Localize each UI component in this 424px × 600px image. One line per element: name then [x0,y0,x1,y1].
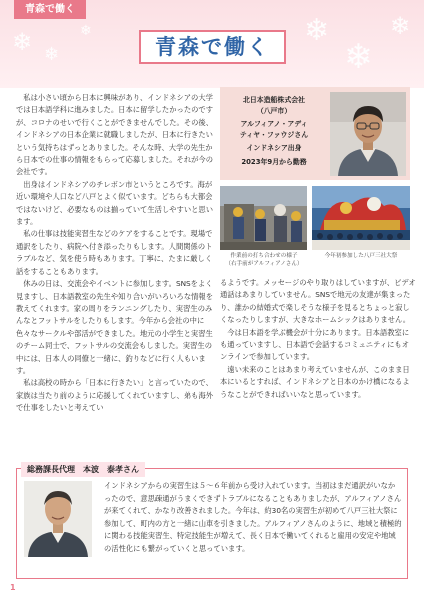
profile-since: 2023年9月から勤務 [241,157,307,166]
profile-location: （八戸市） [256,106,292,115]
story-left-column [16,92,214,415]
story-paragraph: 私の仕事は技能実習生などのケアをすることです。現場で通訳をしたり、病院へ付き添ったりもします。人間関係のトラブルなど、気を使う時もあります。丁寧に、たまに厳しく話をすることもあります。 [16,229,213,276]
snowflake-icon: ❄ [80,23,92,39]
festival-photo [312,186,410,250]
snowflake-icon: ❄ [390,12,411,40]
manager-photo [24,481,92,557]
page-title-box [139,30,286,64]
story-paragraph-continued: るようです。メッセージのやり取りはしていますが、ビデオ通話はあまりしていません。SNSで地元の友達が集まったり、誰かの結婚式で楽しそうな様子を見るとちょっと寂しくなったりしますが、大きなホームシックはありません。 [220,278,416,325]
profile-photo [330,92,406,176]
snowflake-icon: ❄ [44,44,60,65]
profile-name-line2: ティヤ・ファウジさん [239,130,309,139]
profile-company: 北日本造船株式会社 [242,96,305,104]
section-tab: 青森で働く [14,0,86,19]
story-paragraph: 私は小さい頃から日本に興味があり、インドネシアの大学では日本語学科に進みました。日本に留学したかったのですが、コロナのせいで行くことができませんでした。その後、インドネシアの日本企業に就職しましたが、日本に行きたいという気持ちはずっとありました。そんな時、大学の先生から日本での仕事の情報をもらって応募しました。それが今の会社です。 [16,93,214,177]
profile-text [224,94,324,169]
story-right-column [220,277,416,401]
story-paragraph: 今は日本語を学ぶ機会が十分にあります。日本語教室にも通っていますし、日本語で会話するコミュニティにもオンラインで参加しています。 [220,327,410,362]
snowflake-icon: ❄ [304,13,330,48]
story-paragraph: 遠い未来のことはあまり考えていませんが、このまま日本にいるとすれば、インドネシアと日本のかけ橋になるようなことができればいいなと思っています。 [220,364,410,399]
profile-card [220,87,410,180]
manager-heading: 総務課長代理 本波 泰孝さん [21,462,145,477]
manager-comment: インドネシアからの実習生は５～６年前から受け入れています。当初はまだ通訳がいなかったので、意思疎通がうまくできずトラブルになることもありましたが、アルフィアノさんが来てくれて、かなり改善されました。今年は、約30名の実習生が初めて八戸三社大祭に参加して、町内の方と一緒に山車を引きました。アルフィアノさんのように、地域と積極的に関わる技能実習生、特定技能生が増えて、長く日本で働いてくれると雇用の安定や地域の活性化にも繋がっていくと思っています。 [104,481,402,553]
page-title: 青森で働く [155,35,270,59]
profile-origin: インドネシア出身 [246,144,302,152]
page-number: 1 [10,583,16,592]
photo-caption-1-line2: （右手前がアルフィアノさん） [225,260,303,267]
story-paragraph: 休みの日は、交流会やイベントに参加します。SNSをよく見ますし、日本語教室の先生や知り合いがいろいろな情報を教えてくれます。家の周りをランニングしたり、実習生のみんなとフットサルをしたりもします。今年から会社の中に色々なサークルや部活ができました。地元の小学生と実習生のチーム同士で、フットサルの交流会もしました。実習生の中には、日本人の同僚と一緒に、釣りなどに行く人もいます。 [16,279,214,375]
story-paragraph-start: 私は高校の時から「日本に行きたい」と言っていたので、家族は当たり前のように応援してくれていますし、弟も海外で仕事をしたいと考えてい [16,378,214,413]
photo-caption-1 [219,253,309,268]
snowflake-icon: ❄ [12,28,33,56]
story-paragraph: 出身はインドネシアのチレボン市というところです。海が近い環境や人口など八戸とよく似ています。どちらも大都会ではないけど、必要なものは揃っていて生活しやすいと思います。 [16,179,214,227]
profile-name-line1: アルフィアノ・アディ [240,120,308,128]
work-meeting-photo [220,186,307,250]
photo-caption-2: 今年初参加した八戸三社大祭 [324,253,398,259]
photo-caption-1-line1: 作業前の打ち合わせの様子 [230,253,298,259]
snowflake-icon: ❄ [344,37,373,77]
